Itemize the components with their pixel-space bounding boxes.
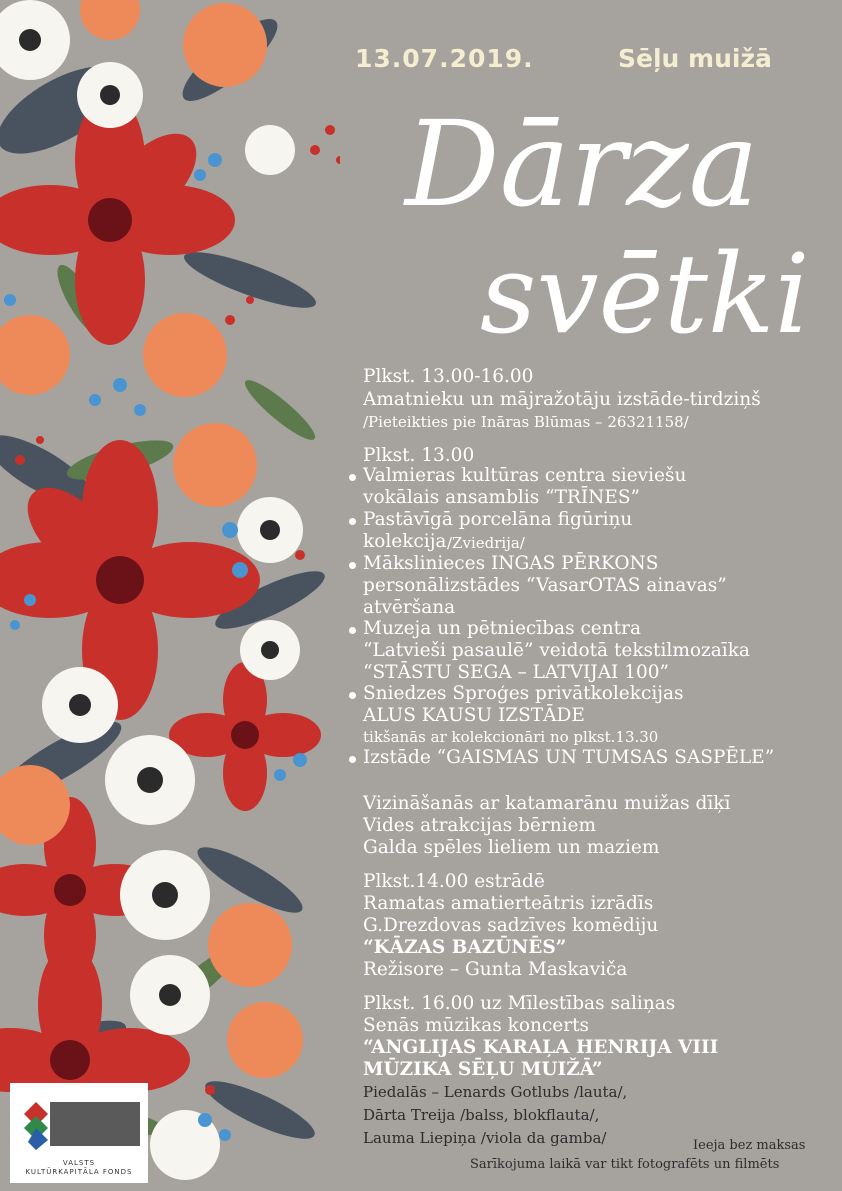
program-line: Sniedzes Sproģes privātkolekcijas <box>363 683 684 704</box>
program-line: /Zviedrija/ <box>447 534 525 552</box>
program-line: Plkst.14.00 estrādē <box>363 871 545 892</box>
program-line: Lauma Liepiņa /viola da gamba/ <box>363 1129 607 1147</box>
program-line: /Pieteikties pie Ināras Blūmas – 26321158/ <box>363 413 689 431</box>
logo-name <box>10 1159 148 1177</box>
program-line: Mākslinieces INGAS PĒRKONS <box>363 553 659 574</box>
program-line: Plkst. 13.00 <box>363 445 475 466</box>
photo-notice: Sarīkojuma laikā var tikt fotografēts un filmēts <box>470 1157 780 1172</box>
logo-name-line-1: VALSTS <box>62 1159 96 1167</box>
program-line: Valmieras kultūras centra sieviešu <box>363 465 687 486</box>
free-entry-note: Ieeja bez maksas <box>693 1138 806 1153</box>
floral-border-illustration <box>0 0 340 1191</box>
logo-mark-icon <box>24 1102 48 1150</box>
program-line: “Latvieši pasaulē” veidotā tekstilmozaīka <box>363 640 750 661</box>
program-line: Piedalās – Lenards Gotlubs /lauta/, <box>363 1083 628 1101</box>
program-line: Pastāvīgā porcelāna figūriņu <box>363 509 633 530</box>
bullet-icon <box>349 756 356 763</box>
program-line: Muzeja un pētniecības centra <box>363 618 641 639</box>
bullet-icon <box>349 627 356 634</box>
program-line: Vizināšanās ar katamarānu muižas dīķī <box>363 793 731 814</box>
program-line: Amatnieku un mājražotāju izstāde-tirdziņš <box>363 389 761 410</box>
program-line: Galda spēles lieliem un maziem <box>363 837 660 858</box>
program-line: “STĀSTU SEGA – LATVIJAI 100” <box>363 662 670 683</box>
program-line: “KĀZAS BAZŪNĒS” <box>363 937 567 958</box>
sponsor-logo <box>10 1083 148 1183</box>
program-line: atvēršana <box>363 597 456 618</box>
program-line: ALUS KAUSU IZSTĀDE <box>363 705 585 726</box>
event-date: 13.07.2019. <box>355 44 534 73</box>
program-line: “ANGLIJAS KARAĻA HENRIJA VIII <box>363 1037 719 1058</box>
program-line: Vides atrakcijas bērniem <box>363 815 597 836</box>
program-line: Senās mūzikas koncerts <box>363 1015 590 1036</box>
program-line: Dārta Treija /balss, blokflauta/, <box>363 1106 600 1124</box>
program-line: vokālais ansamblis “TRĪNES” <box>363 487 640 508</box>
logo-block <box>50 1102 140 1146</box>
program-line: Režisore – Gunta Maskaviča <box>363 959 628 980</box>
bullet-icon <box>349 562 356 569</box>
logo-name-line-2: KULTŪRKAPITĀLA FONDS <box>25 1168 133 1176</box>
title-line-1: Dārza <box>405 95 759 233</box>
program-line: Plkst. 16.00 uz Mīlestības saliņas <box>363 993 676 1014</box>
bullet-icon <box>349 692 356 699</box>
program-line: personālizstādes “VasarOTAS ainavas” <box>363 575 727 596</box>
program-line: Ramatas amatierteātris izrādīs <box>363 893 654 914</box>
program-line: Izstāde “GAISMAS UN TUMSAS SASPĒLE” <box>363 747 775 768</box>
title-line-2: svētki <box>480 230 810 358</box>
program-line: Plkst. 13.00-16.00 <box>363 366 534 387</box>
program-line: MŪZIKA SĒĻU MUIŽĀ” <box>363 1059 603 1080</box>
bullet-icon <box>349 518 356 525</box>
program-line: tikšanās ar kolekcionāri no plkst.13.30 <box>363 728 659 746</box>
program-line: kolekcija <box>363 531 447 552</box>
bullet-icon <box>349 474 356 481</box>
program-line: G.Drezdovas sadzīves komēdiju <box>363 915 659 936</box>
event-venue: Sēļu muižā <box>618 44 772 73</box>
